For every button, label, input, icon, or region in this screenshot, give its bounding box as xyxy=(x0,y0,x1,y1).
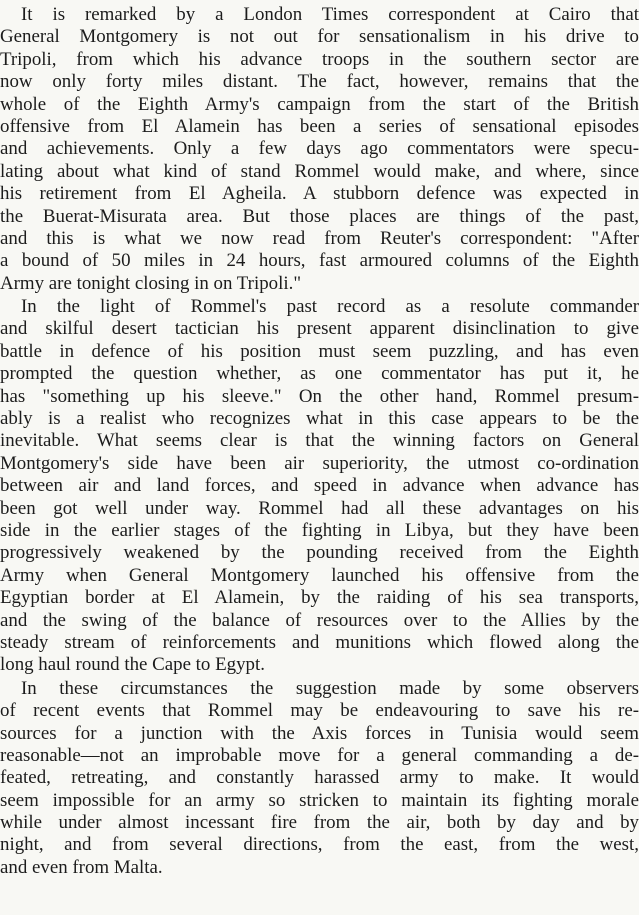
text-line: It is remarked by a London Times correspondent at Cairo that xyxy=(21,4,639,25)
text-line: and this is what we now read from Reuter's correspondent: "After xyxy=(0,227,639,249)
text-line: ably is a realist who recognizes what in this case appears to be the xyxy=(0,408,639,430)
text-line: inevitable. What seems clear is that the winning factors on General xyxy=(0,430,639,452)
text-line: and even from Malta. xyxy=(0,856,163,878)
text-line: and skilful desert tactician his present apparent disinclination to give xyxy=(0,318,639,340)
text-line: and achievements. Only a few days ago commentators were specu- xyxy=(0,138,639,160)
text-line: offensive from El Alamein has been a series of sensational episodes xyxy=(0,115,639,137)
text-line: the Buerat-Misurata area. But those places are things of the past, xyxy=(0,205,639,227)
text-line: battle in defence of his position must seem puzzling, and has even xyxy=(0,340,639,362)
text-line: Egyptian border at El Alamein, by the raiding of his sea transports, xyxy=(0,587,639,609)
text-line: Army when General Montgomery launched his offensive from the xyxy=(0,564,639,586)
text-line: and the swing of the balance of resources over to the Allies by the xyxy=(0,609,639,631)
article-column xyxy=(0,4,639,879)
text-line: In these circumstances the suggestion made by some observers xyxy=(21,677,639,699)
text-line: progressively weakened by the pounding received from the Eighth xyxy=(0,542,639,564)
text-line: whole of the Eighth Army's campaign from the start of the British xyxy=(0,93,639,115)
text-line: of recent events that Rommel may be endeavouring to save his re- xyxy=(0,700,639,722)
text-line: night, and from several directions, from the east, from the west, xyxy=(0,834,639,856)
text-line: a bound of 50 miles in 24 hours, fast armoured columns of the Eighth xyxy=(0,250,639,272)
text-line: seem impossible for an army so stricken to maintain its fighting morale xyxy=(0,789,639,811)
text-line: now only forty miles distant. The fact, however, remains that the xyxy=(0,71,639,93)
text-line: lating about what kind of stand Rommel would make, and where, since xyxy=(0,160,639,182)
paragraph-1 xyxy=(0,4,639,295)
text-line: General Montgomery is not out for sensationalism in his drive to xyxy=(0,26,639,48)
text-line: while under almost incessant fire from the air, both by day and by xyxy=(0,812,639,834)
text-line: been got well under way. Rommel had all these advantages on his xyxy=(0,497,639,519)
text-line: reasonable—not an improbable move for a general commanding a de- xyxy=(0,744,639,766)
text-line: prompted the question whether, as one commentator has put it, he xyxy=(0,363,639,385)
text-line: Tripoli, from which his advance troops in the southern sector are xyxy=(0,48,639,70)
text-line: In the light of Rommel's past record as a resolute commander xyxy=(21,296,639,318)
text-line: Montgomery's side have been air superiority, the utmost co-ordination xyxy=(0,452,639,474)
paragraph-2 xyxy=(0,296,639,677)
text-line: between air and land forces, and speed in advance when advance has xyxy=(0,475,639,497)
text-line: feated, retreating, and constantly harassed army to make. It would xyxy=(0,767,639,789)
text-line: long haul round the Cape to Egypt. xyxy=(0,654,265,676)
text-line: steady stream of reinforcements and munitions which flowed along the xyxy=(0,631,639,653)
text-line: sources for a junction with the Axis forces in Tunisia would seem xyxy=(0,722,639,744)
text-line: his retirement from El Agheila. A stubborn defence was expected in xyxy=(0,183,639,205)
text-line: side in the earlier stages of the fighting in Libya, but they have been xyxy=(0,519,639,541)
text-line: has "something up his sleeve." On the other hand, Rommel presum- xyxy=(0,385,639,407)
text-line: Army are tonight closing in on Tripoli." xyxy=(0,272,302,294)
paragraph-3 xyxy=(0,678,639,880)
